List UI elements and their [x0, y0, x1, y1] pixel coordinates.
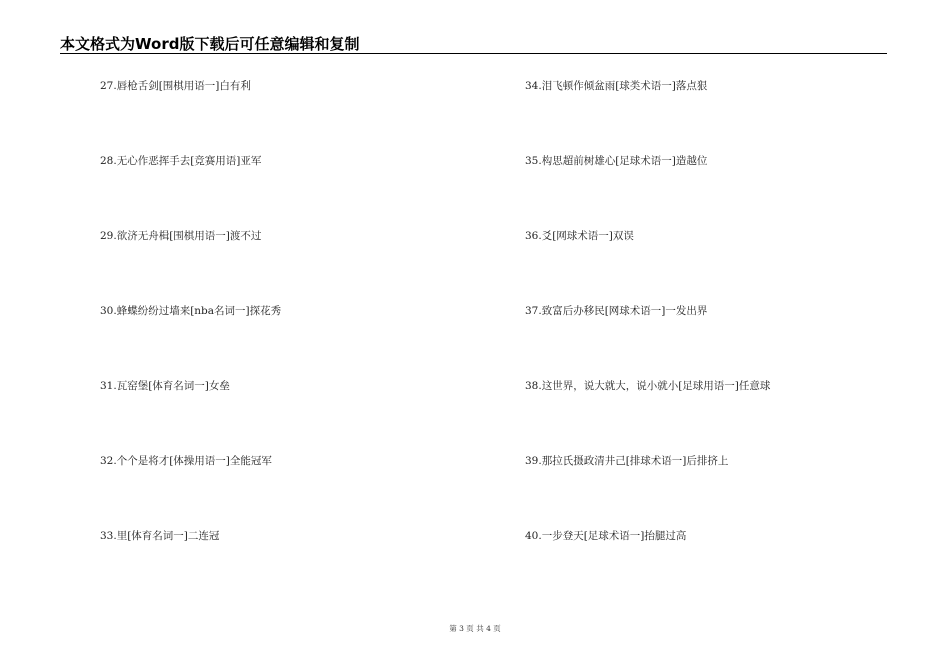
- list-item: 28.无心作恶挥手去[竞赛用语]亚军: [100, 155, 262, 167]
- right-column: [525, 78, 770, 603]
- list-item: 40.一步登天[足球术语一]抬腿过高: [525, 530, 687, 542]
- header-title: 本文格式为Word版下载后可任意编辑和复制: [60, 35, 360, 53]
- list-item: 31.瓦窑堡[体育名词一]女垒: [100, 380, 230, 392]
- list-item: 29.欲济无舟楫[围棋用语一]渡不过: [100, 230, 262, 242]
- header-divider: [60, 53, 887, 54]
- list-item: 38.这世界，说大就大，说小就小[足球用语一]任意球: [525, 380, 771, 392]
- left-column: [100, 78, 281, 603]
- list-item: 37.致富后办移民[网球术语一]一发出界: [525, 305, 708, 317]
- list-item: 27.唇枪舌剑[围棋用语一]白有利: [100, 80, 251, 92]
- list-item: 32.个个是将才[体操用语一]全能冠军: [100, 455, 272, 467]
- page-footer: 第 3 页 共 4 页: [449, 624, 501, 633]
- list-item: 30.蜂蝶纷纷过墙来[nba名词一]探花秀: [100, 305, 282, 317]
- list-item: 39.那拉氏摄政清井己[排球术语一]后排挤上: [525, 455, 729, 467]
- list-item: 35.构思超前树雄心[足球术语一]造越位: [525, 155, 708, 167]
- list-item: 33.里[体育名词一]二连冠: [100, 530, 220, 542]
- list-item: 36.爻[网球术语一]双误: [525, 230, 634, 242]
- list-item: 34.泪飞顿作倾盆雨[球类术语一]落点狠: [525, 80, 708, 92]
